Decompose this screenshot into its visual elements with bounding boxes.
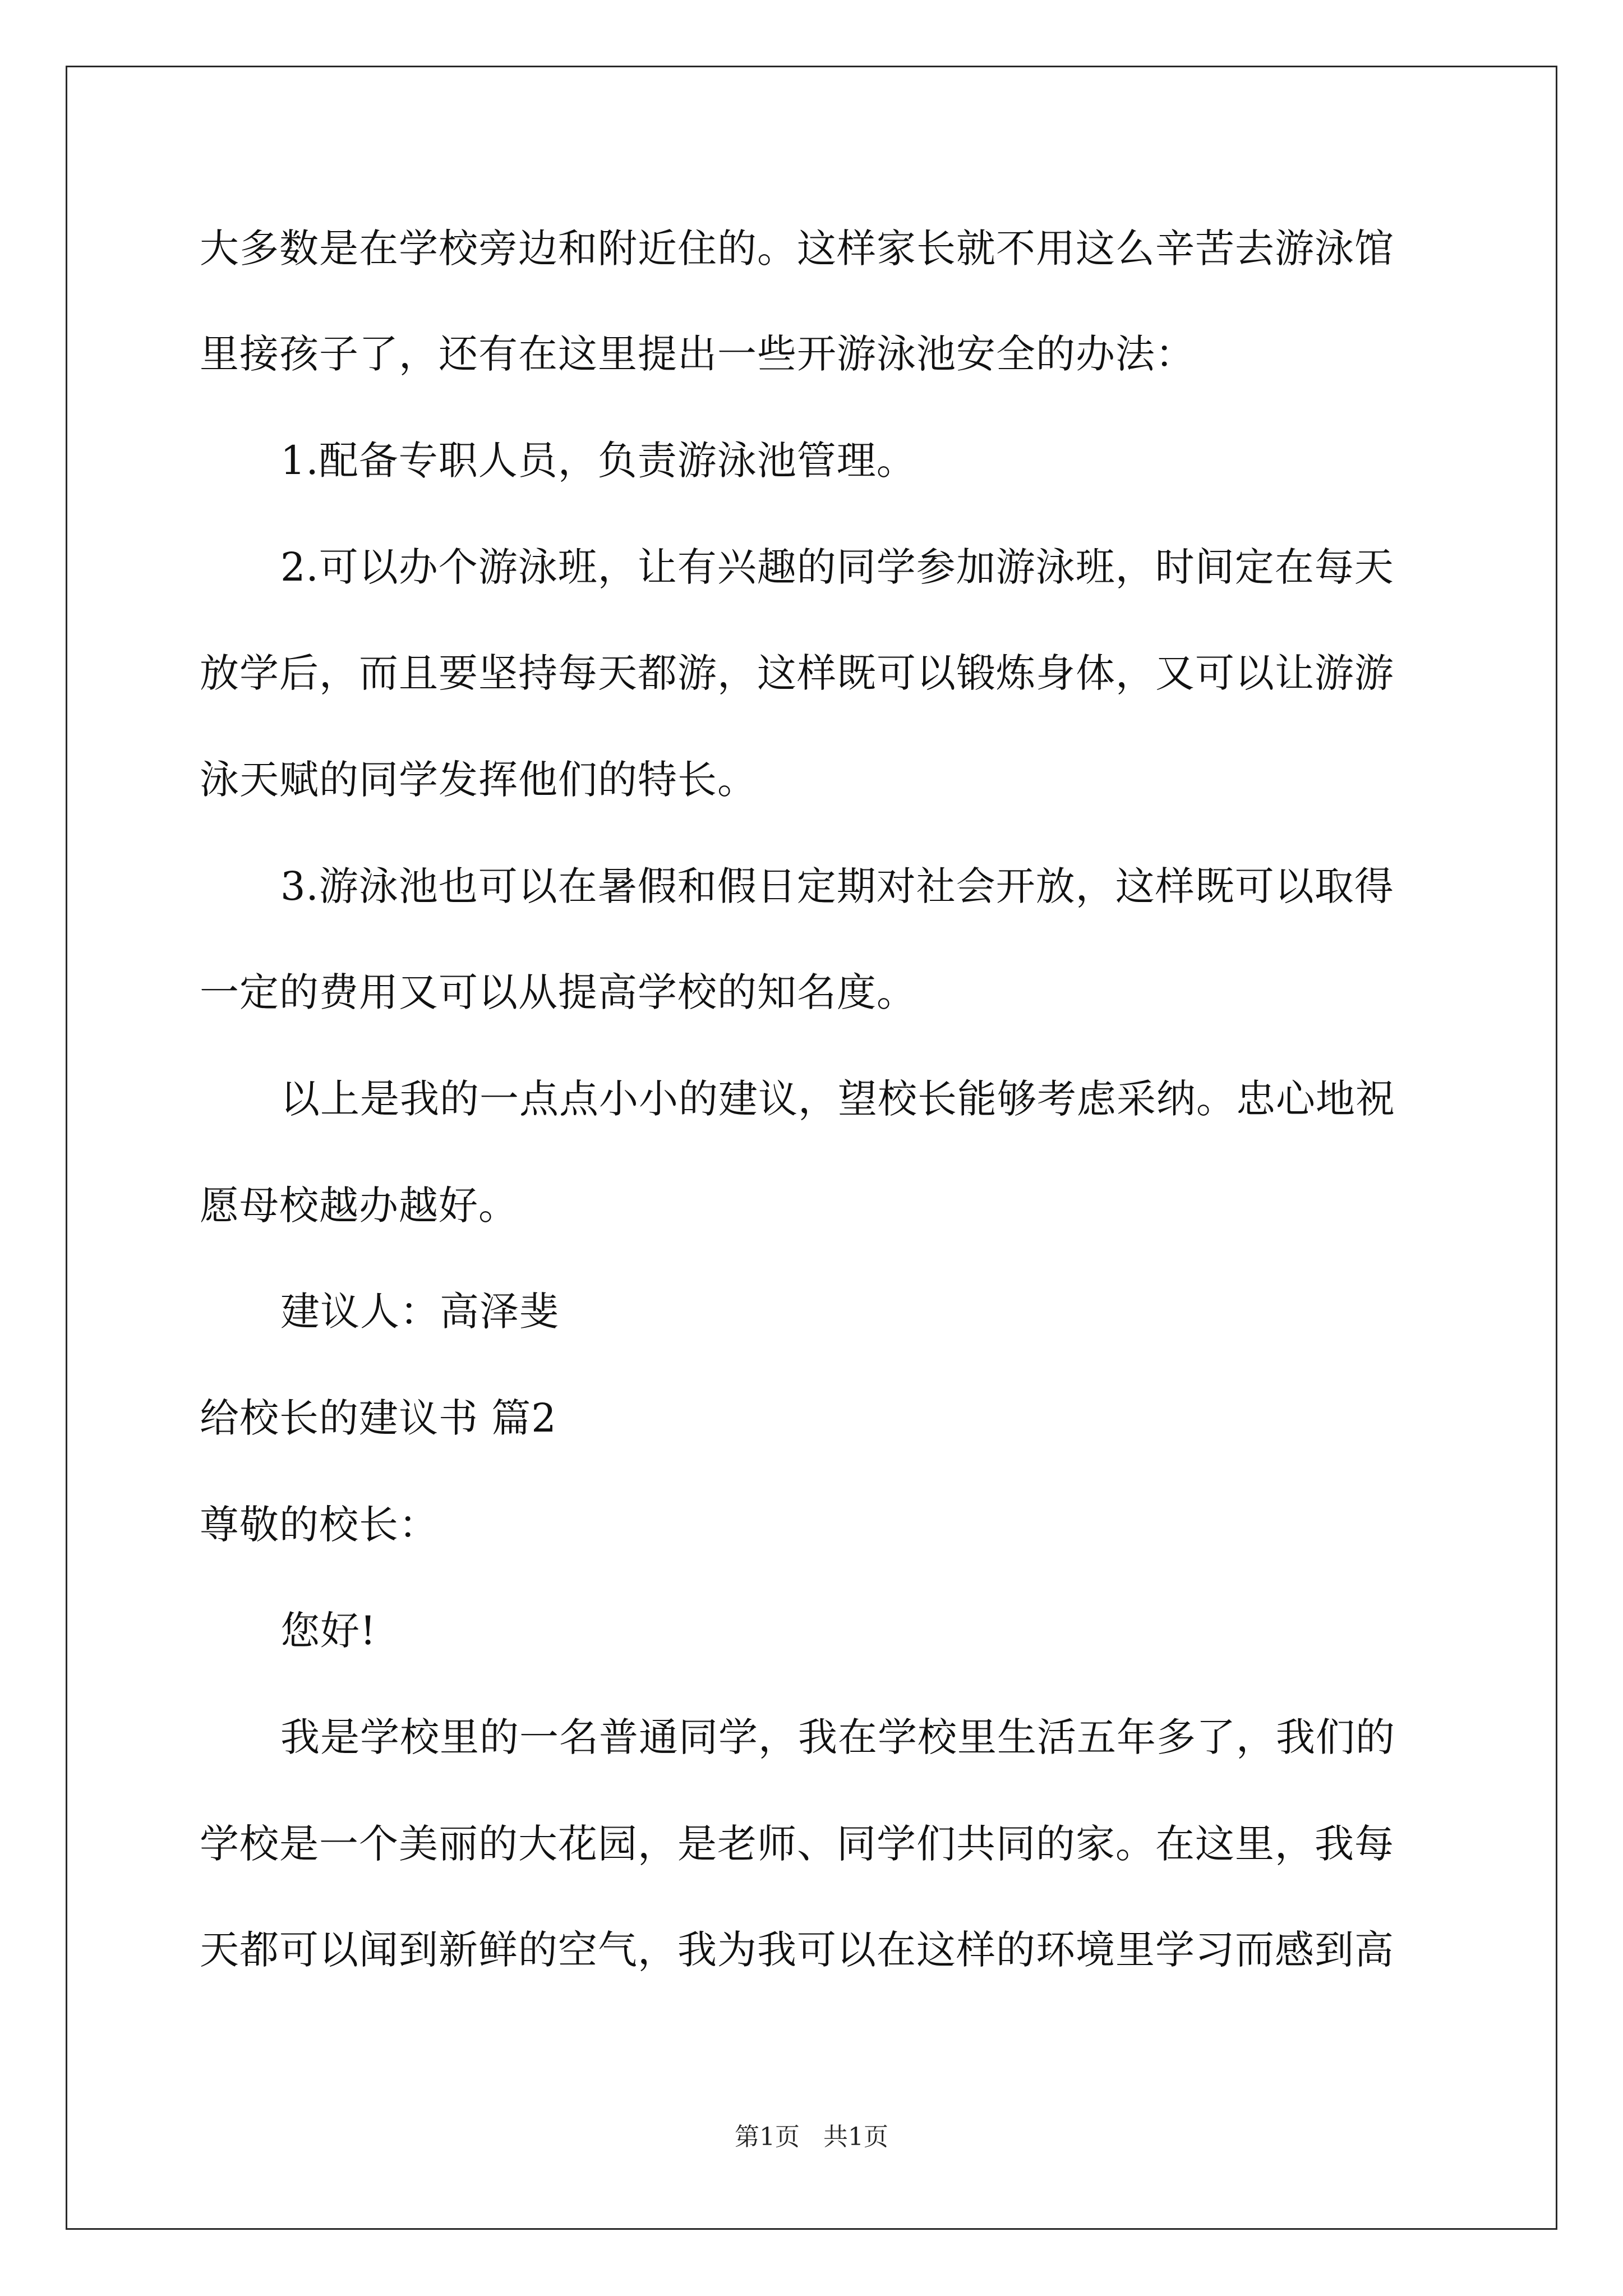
text-line: 放学后，而且要坚持每天都游，这样既可以锻炼身体，又可以让游游 <box>200 650 1394 696</box>
list-item: 2.可以办个游泳班，让有兴趣的同学参加游泳班，时间定在每天 <box>280 544 1394 590</box>
text-line: 愿母校越办越好。 <box>200 1182 518 1228</box>
salutation: 尊敬的校长： <box>200 1502 439 1548</box>
greeting: 您好! <box>280 1608 377 1654</box>
text-line: 一定的费用又可以从提高学校的知名度。 <box>200 969 916 1015</box>
paragraph: 我是学校里的一名普通同学，我在学校里生活五年多了，我们的 <box>280 1714 1395 1760</box>
text-line: 大多数是在学校旁边和附近住的。这样家长就不用这么辛苦去游泳馆 <box>200 226 1394 272</box>
page-number: 第1页 共1页 <box>735 2123 888 2151</box>
text-line: 里接孩子了，还有在这里提出一些开游泳池安全的办法： <box>200 331 1195 377</box>
section-heading: 给校长的建议书 篇2 <box>200 1395 557 1441</box>
signature-line: 建议人：高泽斐 <box>280 1289 559 1335</box>
paragraph: 以上是我的一点点小小的建议，望校长能够考虑采纳。忠心地祝 <box>280 1076 1395 1122</box>
list-item: 1.配备专职人员，负责游泳池管理。 <box>280 438 916 484</box>
text-line: 天都可以闻到新鲜的空气，我为我可以在这样的环境里学习而感到高 <box>200 1927 1394 1973</box>
text-line: 泳天赋的同学发挥他们的特长。 <box>200 757 757 803</box>
page-border <box>66 66 1557 2230</box>
list-item: 3.游泳池也可以在暑假和假日定期对社会开放，这样既可以取得 <box>280 863 1394 909</box>
text-line: 学校是一个美丽的大花园，是老师、同学们共同的家。在这里，我每 <box>200 1821 1394 1867</box>
